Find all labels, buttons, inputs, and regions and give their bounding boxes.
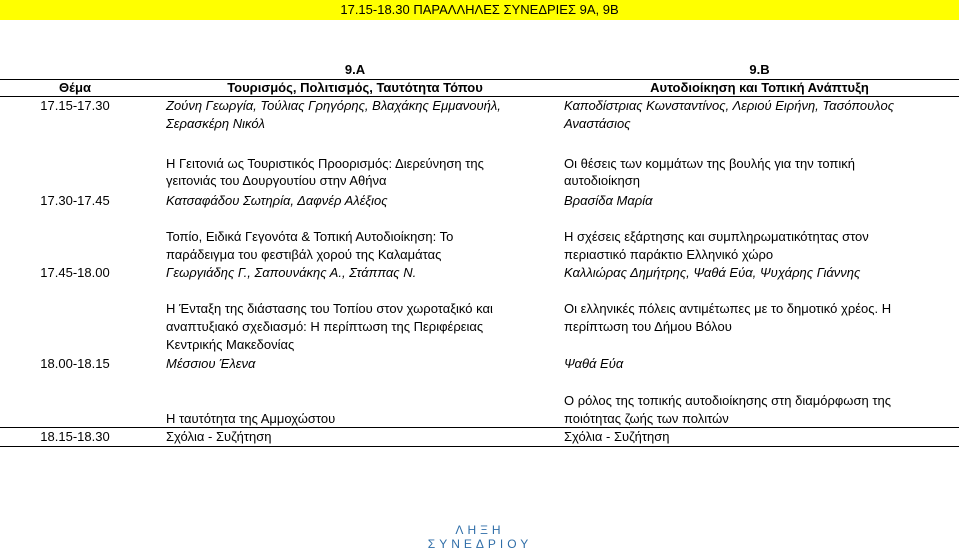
discussion-a: Σχόλια - Συζήτηση xyxy=(166,429,272,444)
row-a-title: Η Ένταξη της διάστασης του Τοπίου στον χωροταξικό και xyxy=(166,301,493,316)
row-b-authors: Αναστάσιος xyxy=(564,116,631,131)
row-b-authors: Ψαθά Εύα xyxy=(564,356,624,371)
row-time: 18.00-18.15 xyxy=(40,356,110,371)
row-b-title: Η σχέσεις εξάρτησης και συμπληρωματικότητας στον xyxy=(564,229,869,244)
row-time: 17.45-18.00 xyxy=(40,265,110,280)
theme-divider xyxy=(0,96,959,97)
theme-label: Θέμα xyxy=(59,80,91,95)
row-b-title: Οι ελληνικές πόλεις αντιμέτωπες με το δημοτικό χρέος. Η xyxy=(564,301,892,316)
row-a-title: Η ταυτότητα της Αμμοχώστου xyxy=(166,411,336,426)
discussion-time: 18.15-18.30 xyxy=(40,429,110,444)
discussion-b: Σχόλια - Συζήτηση xyxy=(564,429,670,444)
session-b-code: 9.Β xyxy=(749,62,770,77)
row-b-title: Οι θέσεις των κομμάτων της βουλής για την τοπική xyxy=(564,156,855,171)
page-title: 17.15-18.30 ΠΑΡΑΛΛΗΛΕΣ ΣΥΝΕΔΡΙΕΣ 9Α, 9Β xyxy=(340,2,619,17)
row-a-title: γειτονιάς του Δουργουτίου στην Αθήνα xyxy=(166,173,387,188)
row-b-authors: Βρασίδα Μαρία xyxy=(564,193,653,208)
discussion-divider xyxy=(0,427,959,428)
row-a-authors: Σερασκέρη Νικόλ xyxy=(166,116,265,131)
session-b-theme: Αυτοδιοίκηση και Τοπική Ανάπτυξη xyxy=(650,80,869,95)
row-time: 17.15-17.30 xyxy=(40,98,110,113)
row-a-authors: Ζούνη Γεωργία, Τούλιας Γρηγόρης, Βλαχάκης Εμμανουήλ, xyxy=(166,98,501,113)
row-a-authors: Μέσσιου Έλενα xyxy=(166,356,256,371)
row-b-title: περίπτωση του Δήμου Βόλου xyxy=(564,319,732,334)
row-a-title: Κεντρικής Μακεδονίας xyxy=(166,337,295,352)
row-b-title: ποιότητας ζωής των πολιτών xyxy=(564,411,729,426)
row-a-authors: Κατσαφάδου Σωτηρία, Δαφνέρ Αλέξιος xyxy=(166,193,388,208)
session-a-theme: Τουρισμός, Πολιτισμός, Ταυτότητα Τόπου xyxy=(227,80,483,95)
session-a-code: 9.Α xyxy=(344,62,366,77)
row-a-title: αναπτυξιακό σχεδιασμό: Η περίπτωση της Περιφέρειας xyxy=(166,319,484,334)
row-a-authors: Γεωργιάδης Γ., Σαπουνάκης Α., Στάππας Ν. xyxy=(166,265,417,280)
conference-end-label: ΛΗΞΗ ΣΥΝΕΔΡΙΟΥ xyxy=(427,523,533,551)
row-a-title: Η Γειτονιά ως Τουριστικός Προορισμός: Διερεύνηση της xyxy=(166,156,484,171)
row-b-title: περιαστικό παράκτιο Ελληνικό χώρο xyxy=(564,247,774,262)
row-b-authors: Καλλιώρας Δημήτρης, Ψαθά Εύα, Ψυχάρης Γιάννης xyxy=(564,265,861,280)
row-a-title: παράδειγμα του φεστιβάλ χορού της Καλαμάτας xyxy=(166,247,442,262)
row-b-title: αυτοδιοίκηση xyxy=(564,173,641,188)
row-b-authors: Καποδίστριας Κωνσταντίνος, Λεριού Ειρήνη, Τασόπουλος xyxy=(564,98,895,113)
table-bottom-border xyxy=(0,446,959,447)
row-time: 17.30-17.45 xyxy=(40,193,110,208)
row-b-title: Ο ρόλος της τοπικής αυτοδιοίκησης στη διαμόρφωση της xyxy=(564,393,891,408)
row-a-title: Τοπίο, Ειδικά Γεγονότα & Τοπική Αυτοδιοίκηση: Το xyxy=(166,229,454,244)
